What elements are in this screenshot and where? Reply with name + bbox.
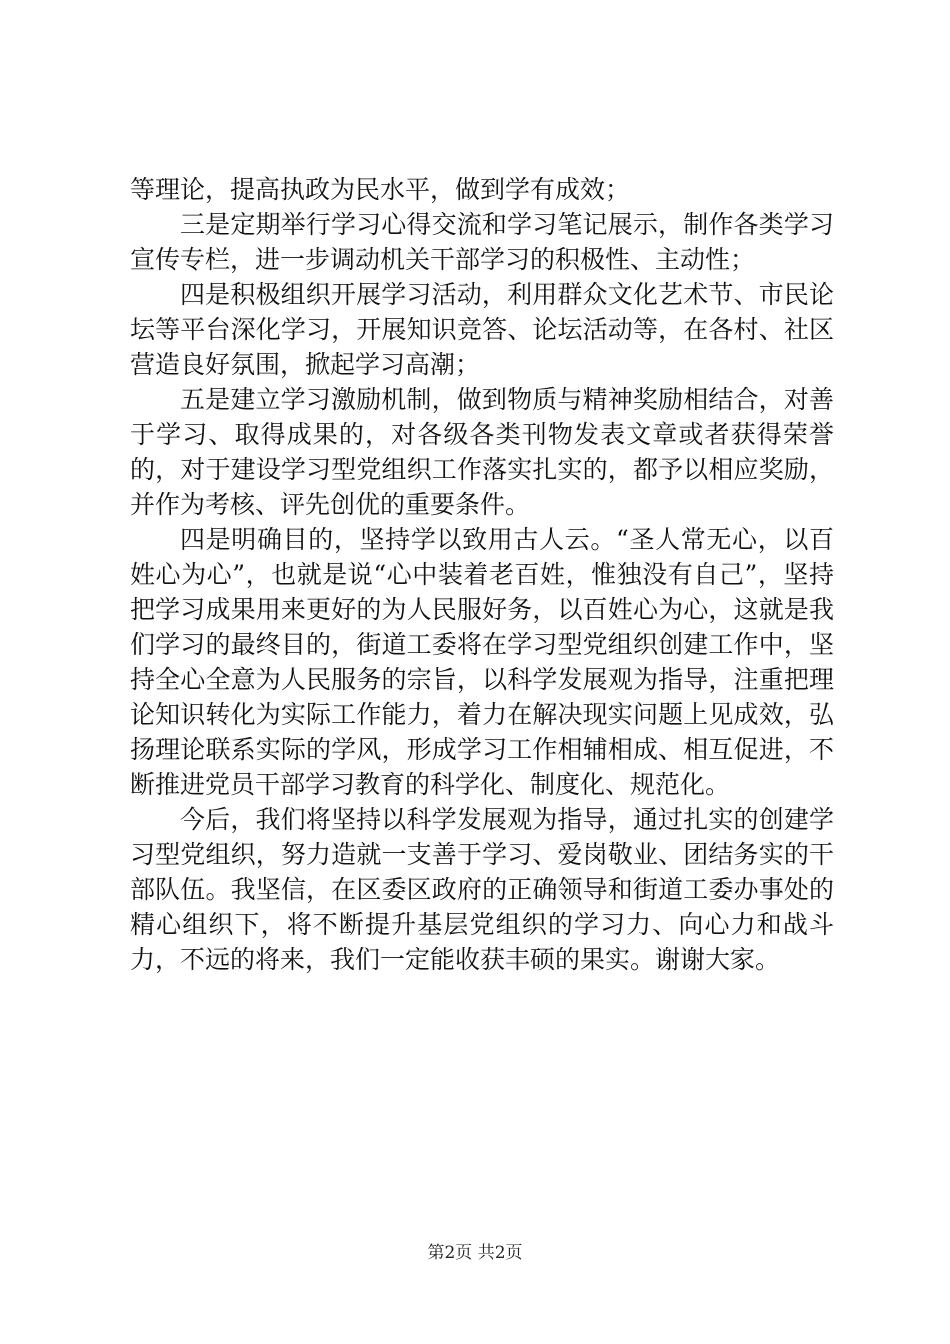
- paragraph-item-four: 四是积极组织开展学习活动，利用群众文化艺术节、市民论坛等平台深化学习，开展知识竞答、论坛活动等，在各村、社区营造良好氛围，掀起学习高潮；: [130, 280, 834, 379]
- paragraph-item-three: 三是定期举行学习心得交流和学习笔记展示，制作各类学习宣传专栏，进一步调动机关干部学习的积极性、主动性；: [130, 210, 834, 274]
- paragraph-continuation: 等理论，提高执政为民水平，做到学有成效；: [130, 175, 631, 204]
- paragraph-conclusion: 今后，我们将坚持以科学发展观为指导，通过扎实的创建学习型党组织，努力造就一支善于学习、爱岗敬业、团结务实的干部队伍。我坚信，在区委区政府的正确领导和街道工委办事处的精心组织下，将不断提升基层党组织的学习力、向心力和战斗力，不远的将来，我们一定能收获丰硕的果实。谢谢大家。: [130, 805, 834, 974]
- document-body: [130, 172, 834, 977]
- page-footer: 第2页 共2页: [427, 1243, 523, 1263]
- paragraph-section-four: 四是明确目的，坚持学以致用古人云。“圣人常无心，以百姓心为心”，也就是说“心中装着老百姓，惟独没有自己”，坚持把学习成果用来更好的为人民服好务，以百姓心为心，这就是我们学习的最终目的，街道工委将在学习型党组织创建工作中，坚持全心全意为人民服务的宗旨，以科学发展观为指导，注重把理论知识转化为实际工作能力，着力在解决现实问题上见成效，弘扬理论联系实际的学风，形成学习工作相辅相成、相互促进，不断推进党员干部学习教育的科学化、制度化、规范化。: [130, 525, 834, 799]
- paragraph-item-five: 五是建立学习激励机制，做到物质与精神奖励相结合，对善于学习、取得成果的，对各级各类刊物发表文章或者获得荣誉的，对于建设学习型党组织工作落实扎实的，都予以相应奖励，并作为考核、评先创优的重要条件。: [130, 385, 834, 519]
